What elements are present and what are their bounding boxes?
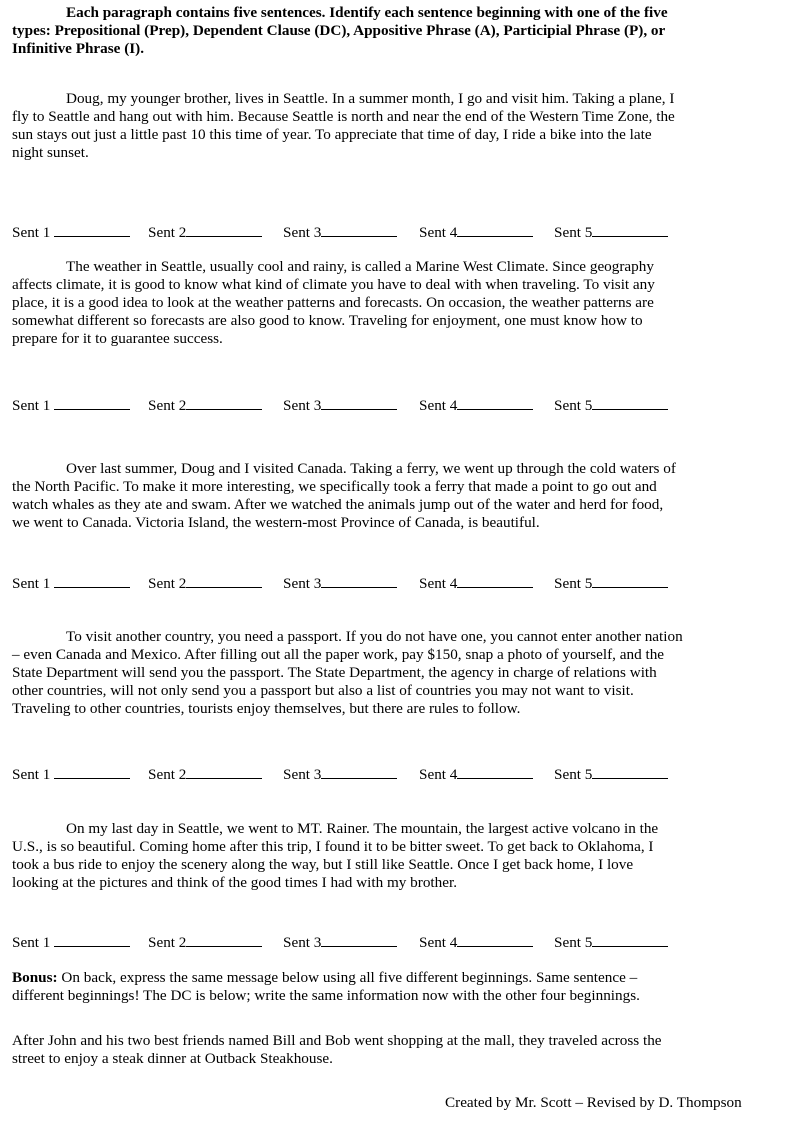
paragraph-line: watch whales as they ate and swam. After we watched the animals jump out of the water and herd for food, <box>12 496 664 513</box>
example-line-2: street to enjoy a steak dinner at Outback Steakhouse. <box>12 1050 333 1067</box>
sentence-4-answer[interactable]: Sent 4 <box>419 932 533 952</box>
paragraph-line: prepare for it to guarantee success. <box>12 330 223 347</box>
sentence-4-answer[interactable]: Sent 4 <box>419 222 533 242</box>
sentence-3-answer[interactable]: Sent 3 <box>283 932 397 952</box>
paragraph-2 <box>12 258 655 348</box>
paragraph-line: Traveling to other countries, tourists enjoy themselves, but there are rules to follow. <box>12 700 521 717</box>
paragraph-line: the North Pacific. To make it more interesting, we specifically took a ferry that made a point to go out and <box>12 478 657 495</box>
sentence-1-answer[interactable]: Sent 1 <box>12 764 130 784</box>
sentence-5-answer[interactable]: Sent 5 <box>554 764 668 784</box>
paragraph-line: we went to Canada. Victoria Island, the western-most Province of Canada, is beautiful. <box>12 514 540 531</box>
paragraph-line: sun stays out just a little past 10 this time of year. To appreciate that time of day, I ride a bike into the late <box>12 126 652 143</box>
sentence-1-answer[interactable]: Sent 1 <box>12 222 130 242</box>
paragraph-4 <box>12 628 683 718</box>
paragraph-line: place, it is a good idea to look at the weather patterns and forecasts. On occasion, the weather patterns are <box>12 294 654 311</box>
sentence-2-answer[interactable]: Sent 2 <box>148 222 262 242</box>
paragraph-5 <box>12 820 658 892</box>
paragraph-line: other countries, will not only send you a passport but also a list of countries you may not want to visit. <box>12 682 634 699</box>
example-line-1: After John and his two best friends named Bill and Bob went shopping at the mall, they traveled across the <box>12 1032 662 1049</box>
bonus-line-1: Bonus: On back, express the same message below using all five different beginnings. Same sentence – <box>12 969 638 986</box>
credit-line: Created by Mr. Scott – Revised by D. Thompson <box>445 1094 742 1111</box>
sentence-4-answer[interactable]: Sent 4 <box>419 395 533 415</box>
sentence-1-answer[interactable]: Sent 1 <box>12 932 130 952</box>
bonus-label: Bonus: <box>12 969 58 986</box>
sentence-3-answer[interactable]: Sent 3 <box>283 573 397 593</box>
paragraph-1 <box>12 90 675 162</box>
sentence-answer-row-2 <box>12 395 712 419</box>
sentence-3-answer[interactable]: Sent 3 <box>283 222 397 242</box>
sentence-4-answer[interactable]: Sent 4 <box>419 573 533 593</box>
sentence-1-answer[interactable]: Sent 1 <box>12 395 130 415</box>
paragraph-line: To visit another country, you need a passport. If you do not have one, you cannot enter another nation <box>66 628 683 645</box>
sentence-4-answer[interactable]: Sent 4 <box>419 764 533 784</box>
paragraph-line: – even Canada and Mexico. After filling out all the paper work, pay $150, snap a photo of yourself, and the <box>12 646 665 663</box>
paragraph-line: State Department will send you the passport. The State Department, the agency in charge of relations with <box>12 664 657 681</box>
paragraph-line: Over last summer, Doug and I visited Canada. Taking a ferry, we went up through the cold waters of <box>66 460 676 477</box>
sentence-answer-row-5 <box>12 932 712 956</box>
sentence-3-answer[interactable]: Sent 3 <box>283 395 397 415</box>
example-sentence <box>12 1032 662 1068</box>
sentence-5-answer[interactable]: Sent 5 <box>554 395 668 415</box>
paragraph-line: The weather in Seattle, usually cool and rainy, is called a Marine West Climate. Since geography <box>66 258 654 275</box>
sentence-2-answer[interactable]: Sent 2 <box>148 573 262 593</box>
sentence-3-answer[interactable]: Sent 3 <box>283 764 397 784</box>
sentence-2-answer[interactable]: Sent 2 <box>148 932 262 952</box>
paragraph-line: On my last day in Seattle, we went to MT. Rainer. The mountain, the largest active volcano in the <box>66 820 659 837</box>
paragraph-line: took a bus ride to enjoy the scenery along the way, but I still like Seattle. Once I get back home, I love <box>12 856 634 873</box>
sentence-2-answer[interactable]: Sent 2 <box>148 764 262 784</box>
sentence-5-answer[interactable]: Sent 5 <box>554 222 668 242</box>
sentence-1-answer[interactable]: Sent 1 <box>12 573 130 593</box>
bonus-section <box>12 969 640 1005</box>
paragraph-line: affects climate, it is good to know what kind of climate you have to deal with when traveling. To visit any <box>12 276 655 293</box>
sentence-5-answer[interactable]: Sent 5 <box>554 573 668 593</box>
sentence-answer-row-1 <box>12 222 712 246</box>
bonus-line-2: different beginnings! The DC is below; write the same information now with the other four beginnings. <box>12 987 640 1004</box>
paragraph-line: looking at the pictures and think of the good times I had with my brother. <box>12 874 457 891</box>
paragraph-line: somewhat different so forecasts are also good to know. Traveling for enjoyment, one must know how to <box>12 312 643 329</box>
sentence-answer-row-3 <box>12 573 712 597</box>
sentence-2-answer[interactable]: Sent 2 <box>148 395 262 415</box>
paragraph-line: night sunset. <box>12 144 89 161</box>
paragraph-line: Doug, my younger brother, lives in Seattle. In a summer month, I go and visit him. Taking a plane, I <box>66 90 675 107</box>
instructions <box>12 4 668 58</box>
paragraph-line: U.S., is so beautiful. Coming home after this trip, I found it to be bitter sweet. To get back to Oklahoma, I <box>12 838 654 855</box>
instructions-line: Infinitive Phrase (I). <box>12 40 145 57</box>
sentence-answer-row-4 <box>12 764 712 788</box>
instructions-line: types: Prepositional (Prep), Dependent Clause (DC), Appositive Phrase (A), Participial Phrase (P), or <box>12 22 666 39</box>
sentence-5-answer[interactable]: Sent 5 <box>554 932 668 952</box>
paragraph-line: fly to Seattle and hang out with him. Because Seattle is north and near the end of the Western Time Zone, the <box>12 108 675 125</box>
paragraph-3 <box>12 460 676 532</box>
instructions-line: Each paragraph contains five sentences. Identify each sentence beginning with one of the five <box>66 4 668 21</box>
